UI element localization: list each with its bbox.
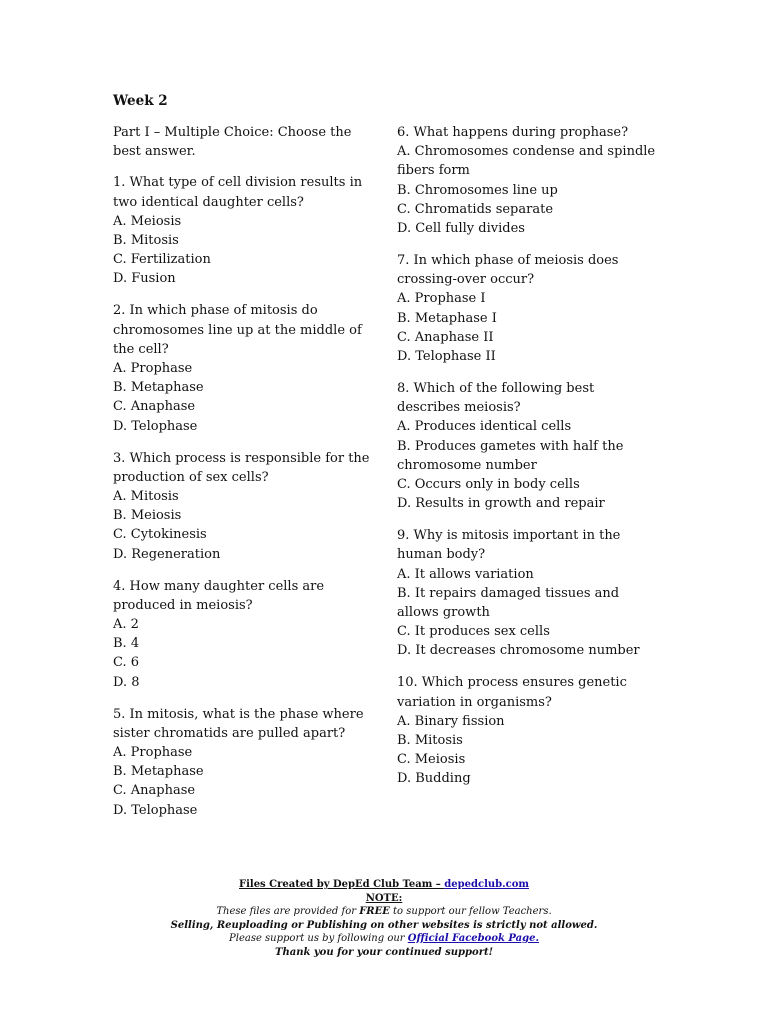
question-1 xyxy=(113,173,375,288)
option-b: B. 4 xyxy=(113,636,140,652)
question-2 xyxy=(113,301,375,435)
option-b: B. Metaphase xyxy=(113,764,204,780)
page-title: Week 2 xyxy=(113,93,168,109)
option-d: D. Telophase II xyxy=(397,349,496,365)
option-a: A. Prophase xyxy=(113,361,193,377)
note-label: NOTE: xyxy=(365,892,403,904)
website-link[interactable]: depedclub.com xyxy=(444,879,529,890)
question-5 xyxy=(113,705,375,820)
option-b: B. Mitosis xyxy=(397,733,463,749)
question-text: 4. How many daughter cells are produced in meiosis? xyxy=(113,578,325,613)
option-c: C. It produces sex cells xyxy=(397,624,550,640)
option-c: C. 6 xyxy=(113,655,140,671)
option-c: C. Anaphase xyxy=(113,399,196,415)
footer-line-3 xyxy=(0,932,768,946)
option-d: D. 8 xyxy=(113,674,140,690)
option-d: D. Fusion xyxy=(113,271,176,287)
question-text: 10. Which process ensures genetic variation in organisms? xyxy=(397,675,627,710)
credit-text: Files Created by DepEd Club Team – xyxy=(239,879,445,890)
question-text: 3. Which process is responsible for the production of sex cells? xyxy=(113,450,370,485)
question-text: 2. In which phase of mitosis do chromosomes line up at the middle of the cell? xyxy=(113,303,362,357)
question-10 xyxy=(397,673,659,788)
option-a: A. Prophase xyxy=(113,745,193,761)
instructions: Part I – Multiple Choice: Choose the best answer. xyxy=(113,125,352,160)
option-c: C. Occurs only in body cells xyxy=(397,477,580,493)
option-a: A. Binary fission xyxy=(397,713,505,729)
option-c: C. Cytokinesis xyxy=(113,527,207,543)
option-c: C. Anaphase xyxy=(113,783,196,799)
facebook-page-link[interactable]: Official Facebook Page. xyxy=(407,933,539,944)
option-d: D. Results in growth and repair xyxy=(397,496,605,512)
left-column xyxy=(113,123,375,833)
question-9 xyxy=(397,526,659,660)
footer-free: FREE xyxy=(359,906,390,917)
footer-line-1a: These files are provided for xyxy=(216,906,360,917)
footer-line-1c: to support our fellow Teachers. xyxy=(389,906,552,917)
question-text: 5. In mitosis, what is the phase where sister chromatids are pulled apart? xyxy=(113,706,364,741)
option-d: D. Telophase xyxy=(113,802,198,818)
option-b: B. Metaphase I xyxy=(397,310,497,326)
question-text: 9. Why is mitosis important in the human body? xyxy=(397,528,621,563)
option-b: B. Mitosis xyxy=(113,233,179,249)
question-6 xyxy=(397,123,659,238)
option-a: A. Mitosis xyxy=(113,489,179,505)
option-d: D. Budding xyxy=(397,771,471,787)
question-3 xyxy=(113,449,375,564)
option-d: D. It decreases chromosome number xyxy=(397,643,640,659)
option-b: B. Produces gametes with half the chromosome number xyxy=(397,438,624,473)
question-text: 7. In which phase of meiosis does crossing-over occur? xyxy=(397,253,619,288)
question-8 xyxy=(397,379,659,513)
option-c: C. Anaphase II xyxy=(397,329,494,345)
footer-line-4: Thank you for your continued support! xyxy=(275,946,493,958)
option-b: B. It repairs damaged tissues and allows growth xyxy=(397,585,620,621)
footer xyxy=(0,878,768,959)
right-column xyxy=(397,123,659,801)
option-a: A. Produces identical cells xyxy=(397,419,572,435)
option-a: A. It allows variation xyxy=(397,566,534,582)
option-d: D. Telophase xyxy=(113,418,198,434)
option-c: C. Meiosis xyxy=(397,752,466,768)
option-b: B. Meiosis xyxy=(113,508,182,524)
option-a: A. 2 xyxy=(113,617,139,633)
option-d: D. Regeneration xyxy=(113,546,221,562)
option-c: C. Fertilization xyxy=(113,252,211,268)
option-a: A. Chromosomes condense and spindle fibers form xyxy=(397,144,656,179)
question-text: 8. Which of the following best describes meiosis? xyxy=(397,381,595,416)
footer-line-3a: Please support us by following our xyxy=(229,933,408,944)
footer-credit xyxy=(0,878,768,892)
footer-line-1 xyxy=(0,905,768,919)
option-a: A. Meiosis xyxy=(113,213,182,229)
option-c: C. Chromatids separate xyxy=(397,201,554,217)
option-d: D. Cell fully divides xyxy=(397,221,525,237)
option-b: B. Metaphase xyxy=(113,380,204,396)
option-b: B. Chromosomes line up xyxy=(397,182,558,198)
option-a: A. Prophase I xyxy=(397,291,486,307)
question-text: 6. What happens during prophase? xyxy=(397,125,629,140)
question-7 xyxy=(397,251,659,366)
question-text: 1. What type of cell division results in two identical daughter cells? xyxy=(113,175,363,210)
footer-line-2: Selling, Reuploading or Publishing on other websites is strictly not allowed. xyxy=(170,919,598,931)
question-4 xyxy=(113,577,375,692)
